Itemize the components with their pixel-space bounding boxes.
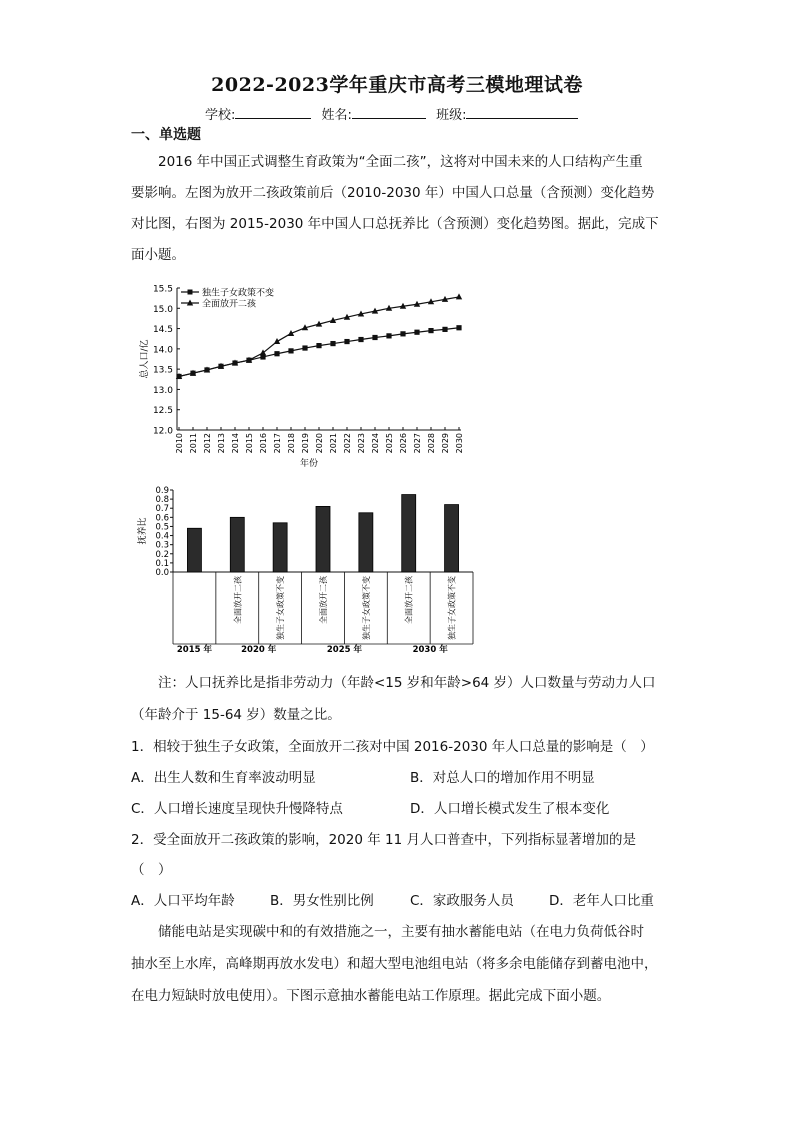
data-point — [288, 348, 293, 353]
student-info-row — [205, 104, 584, 123]
x-tick-label: 2015 — [245, 433, 254, 454]
x-group-label: 2025 年 — [326, 645, 362, 654]
series-line-1 — [179, 328, 459, 377]
y-tick-label: 14.0 — [152, 345, 173, 356]
x-category-label: 独生子女政策不变 — [276, 576, 286, 640]
data-point — [358, 337, 363, 342]
y-tick-label: 0.4 — [155, 531, 169, 542]
exam-title: 2022-2023学年重庆市高考三模地理试卷 — [211, 74, 583, 96]
legend-label: 全面放开二孩 — [202, 299, 257, 310]
name-label: 姓名: — [321, 108, 352, 123]
x-category-label: 全面放开二孩 — [319, 576, 328, 624]
q1-option-d[interactable]: D．人口增长模式发生了根本变化 — [410, 801, 610, 817]
y-tick-label: 15.0 — [152, 304, 173, 315]
y-tick-label: 14.5 — [152, 325, 173, 336]
q2-stem: 2．受全面放开二孩政策的影响，2020 年 11 月人口普查中，下列指标显著增加的是 — [131, 832, 636, 848]
intro-line-3: 对比图，右图为 2015-2030 年中国人口总抚养比（含预测）变化趋势图。据此，完成下 — [131, 216, 659, 232]
x-category-label: 全面放开二孩 — [404, 576, 414, 624]
intro-line-2: 要影响。左图为放开二孩政策前后（2010-2030 年）中国人口总量（含预测）变化趋势 — [131, 185, 655, 201]
x-tick-label: 2030 — [455, 433, 464, 454]
name-blank[interactable] — [352, 105, 426, 119]
q2-answer-paren: （ ） — [131, 862, 172, 878]
q1-option-b[interactable]: B．对总人口的增加作用不明显 — [410, 770, 595, 786]
x-group-label: 2015 年 — [176, 645, 212, 654]
y-tick-label: 13.0 — [152, 385, 173, 396]
intro-line-4: 面小题。 — [131, 247, 185, 263]
q2-option-c[interactable]: C．家政服务人员 — [410, 893, 514, 909]
x-group-label: 2030 年 — [412, 645, 448, 654]
x-category-label: 独生子女政策不变 — [361, 576, 371, 640]
legend-label: 独生子女政策不变 — [202, 288, 275, 299]
passage2-line-1: 储能电站是实现碳中和的有效措施之一，主要有抽水蓄能电站（在电力负荷低谷时 — [158, 924, 644, 940]
y-tick-label: 13.5 — [152, 365, 173, 376]
legend-marker — [188, 290, 193, 295]
x-group-label: 2020 年 — [241, 645, 277, 654]
q1-option-c[interactable]: C．人口增长速度呈现快升慢降特点 — [131, 801, 343, 817]
x-category-label: 全面放开二孩 — [233, 576, 243, 624]
data-point — [386, 333, 391, 338]
data-point — [274, 338, 280, 344]
bar — [273, 523, 287, 572]
data-point — [442, 327, 447, 332]
data-point — [344, 339, 349, 344]
q2-option-d[interactable]: D．老年人口比重 — [549, 893, 654, 909]
x-tick-label: 2019 — [301, 433, 310, 454]
bar — [316, 506, 330, 572]
x-axis-label: 年份 — [299, 459, 319, 468]
x-tick-label: 2023 — [357, 433, 366, 454]
x-tick-label: 2022 — [343, 433, 352, 454]
x-tick-label: 2021 — [329, 433, 338, 454]
x-tick-label: 2011 — [189, 433, 198, 454]
school-label: 学校: — [205, 108, 236, 123]
y-tick-label: 0.2 — [155, 549, 169, 560]
q2-option-a[interactable]: A．人口平均年龄 — [131, 893, 235, 909]
note-line-1: 注：人口抚养比是指非劳动力（年龄<15 岁和年龄>64 岁）人口数量与劳动力人口 — [158, 675, 656, 691]
y-tick-label: 0.9 — [155, 486, 169, 496]
q1-option-a[interactable]: A．出生人数和生育率波动明显 — [131, 770, 316, 786]
passage2-line-3: 在电力短缺时放电使用）。下图示意抽水蓄能电站工作原理。据此完成下面小题。 — [131, 988, 611, 1004]
data-point — [414, 330, 419, 335]
y-tick-label: 12.0 — [152, 426, 173, 437]
data-point — [400, 331, 405, 336]
x-tick-label: 2013 — [217, 433, 226, 454]
x-tick-label: 2012 — [203, 433, 212, 454]
bar — [230, 517, 244, 572]
data-point — [456, 325, 461, 330]
bar — [359, 513, 373, 572]
y-tick-label: 0.5 — [155, 522, 169, 533]
x-tick-label: 2018 — [287, 433, 296, 454]
x-tick-label: 2020 — [315, 433, 324, 454]
x-tick-label: 2025 — [385, 433, 394, 454]
y-tick-label: 0.8 — [155, 495, 169, 506]
school-blank[interactable] — [235, 105, 311, 119]
x-tick-label: 2010 — [175, 433, 184, 454]
y-tick-label: 0.3 — [155, 540, 169, 551]
x-category-label: 独生子女政策不变 — [447, 576, 457, 640]
dependency-bar-chart — [135, 484, 475, 654]
bar — [445, 505, 459, 572]
data-point — [456, 293, 462, 299]
class-label: 班级: — [436, 108, 467, 123]
x-tick-label: 2024 — [371, 433, 380, 454]
bar — [402, 495, 416, 572]
y-tick-label: 0.7 — [155, 504, 169, 515]
x-tick-label: 2029 — [441, 433, 450, 454]
class-blank[interactable] — [466, 105, 578, 119]
bar — [187, 528, 201, 572]
data-point — [372, 335, 377, 340]
x-tick-label: 2017 — [273, 433, 282, 454]
q1-stem: 1．相较于独生子女政策，全面放开二孩对中国 2016-2030 年人口总量的影响是（ ） — [131, 739, 654, 755]
note-line-2: （年龄介于 15-64 岁）数量之比。 — [131, 707, 341, 723]
intro-line-1: 2016 年中国正式调整生育政策为“全面二孩”，这将对中国未来的人口结构产生重 — [158, 154, 643, 170]
data-point — [428, 328, 433, 333]
population-line-chart — [135, 278, 475, 468]
data-point — [302, 345, 307, 350]
data-point — [260, 349, 266, 355]
x-tick-label: 2014 — [231, 433, 240, 454]
x-tick-label: 2028 — [427, 433, 436, 454]
y-tick-label: 15.5 — [152, 284, 173, 295]
data-point — [330, 341, 335, 346]
y-tick-label: 0.0 — [155, 568, 169, 578]
y-tick-label: 0.1 — [155, 558, 169, 569]
q2-option-b[interactable]: B．男女性别比例 — [270, 893, 374, 909]
y-tick-label: 0.6 — [155, 513, 169, 524]
data-point — [316, 343, 321, 348]
x-tick-label: 2027 — [413, 433, 422, 454]
y-axis-label: 总人口/亿 — [140, 339, 150, 379]
x-tick-label: 2016 — [259, 433, 268, 454]
passage2-line-2: 抽水至上水库，高峰期再放水发电）和超大型电池组电站（将多余电能储存到蓄电池中， — [131, 956, 658, 972]
x-tick-label: 2026 — [399, 433, 408, 454]
data-point — [274, 351, 279, 356]
y-axis-label: 抚养比 — [138, 517, 148, 545]
section-heading: 一、单选题 — [131, 127, 201, 143]
y-tick-label: 12.5 — [152, 406, 173, 417]
